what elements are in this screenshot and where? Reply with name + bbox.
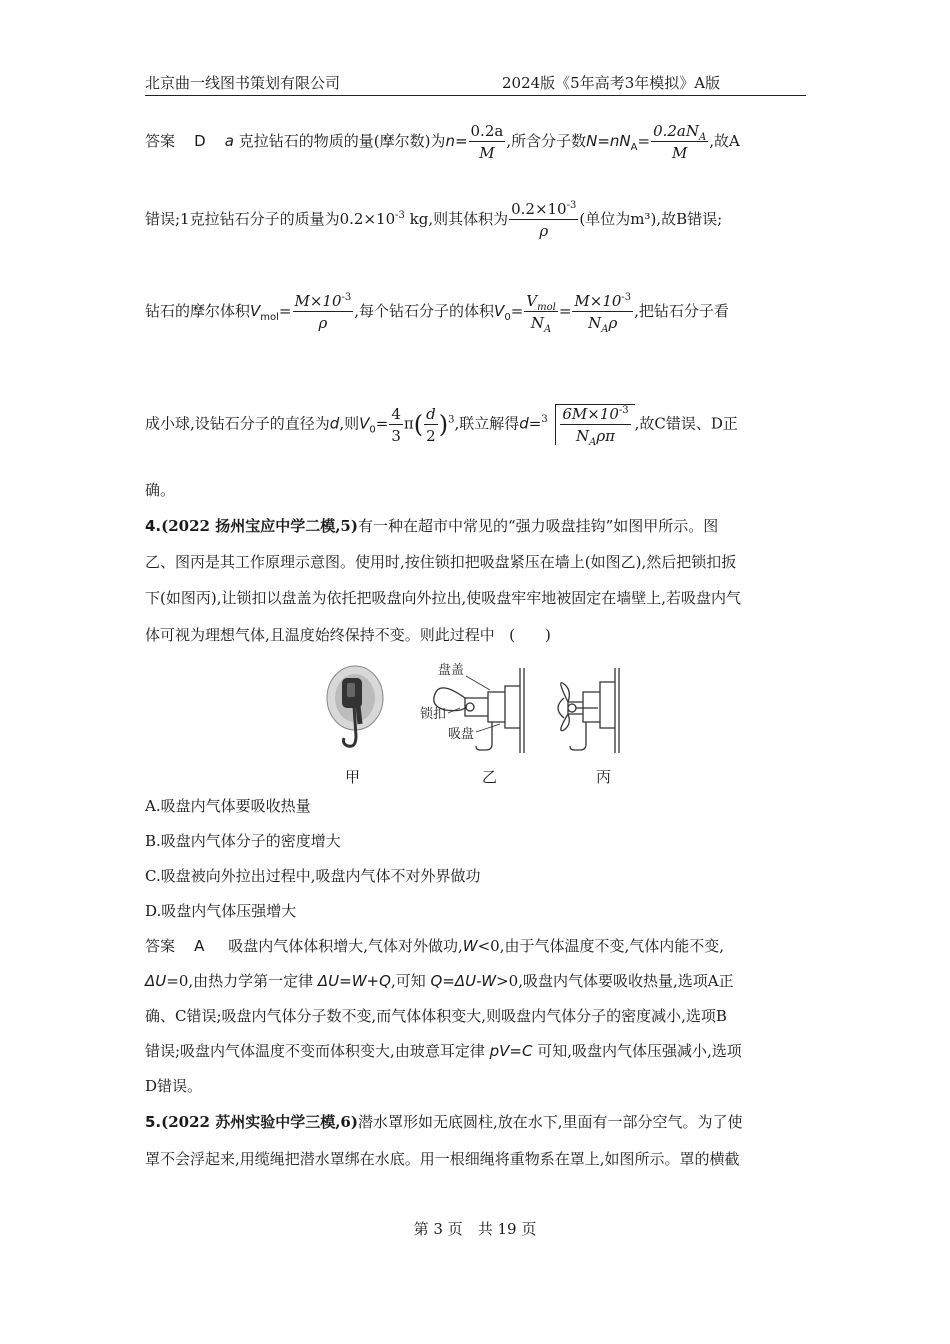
option-c: C.吸盘被向外拉出过程中,吸盘内气体不对外界做功 — [145, 867, 481, 885]
page-footer: 第 3 页 共 19 页 — [413, 1220, 537, 1238]
q4-answer-line-4: 错误;吸盘内气体温度不变而体积变大,由玻意耳定律 pV=C 可知,吸盘内气体压强减小,选项 — [145, 1042, 742, 1060]
fraction-volume: $\frac{0.2\times 10^{-3}}{\rho}$ — [511, 200, 577, 240]
label-cup: 吸盘 — [448, 727, 475, 742]
q5-stem-line-2: 罩不会浮起来,用缆绳把潜水罩绑在水底。用一根细绳将重物系在罩上,如图所示。罩的横截 — [145, 1150, 740, 1168]
q4-answer-line-1: 答案 A 吸盘内气体体积增大,气体对外做功,W<0,由于气体温度不变,气体内能不变, — [145, 937, 725, 955]
q3-answer-line-3: 钻石的摩尔体积$V_{mol}=$ $\frac{M\times 10^{-3}}{\rho}$ ,每个钻石分子的体积$V_0=$ $\frac{V_{mol}}{N_A}$ = $\frac{M\times 10^{-3}}{N_A\rho}$ ,把钻石分子看 — [145, 292, 729, 335]
q4-stem-line-3: 下(如图丙),让锁扣以盘盖为依托把吸盘向外拉出,使吸盘牢牢地被固定在墙壁上,若吸盘内气 — [145, 589, 742, 607]
q4-answer-line-2: ΔU=0,由热力学第一定律 ΔU=W+Q,可知 Q=ΔU-W>0,吸盘内气体要吸收热量,选项A正 — [145, 972, 734, 990]
fraction-v-per-molecule: $\frac{V_{mol}}{N_A}$ — [526, 292, 556, 335]
header-rule — [145, 95, 806, 96]
option-d: D.吸盘内气体压强增大 — [145, 902, 297, 920]
option-b: B.吸盘内气体分子的密度增大 — [145, 832, 341, 850]
caption-a: 甲 — [345, 768, 361, 786]
fraction-four-thirds: $\frac{4}{3}$ — [391, 404, 401, 445]
fraction-v-per-molecule-2: $\frac{M\times 10^{-3}}{N_A\rho}$ — [574, 292, 632, 335]
suction-hook-figure — [320, 658, 630, 788]
q4-answer-line-5: D错误。 — [145, 1077, 203, 1095]
figure-c-diagram — [558, 668, 619, 753]
fraction-mol-count: $\frac{0.2a}{M}$ — [470, 122, 504, 162]
option-a: A.吸盘内气体要吸收热量 — [145, 797, 311, 815]
label-cover: 盘盖 — [438, 663, 465, 678]
q4-stem-line-1: 4.(2022 扬州宝应中学二模,5)有一种在超市中常见的“强力吸盘挂钩”如图甲所示。图 — [145, 517, 719, 535]
q4-answer-line-3: 确、C错误;吸盘内气体分子数不变,而气体体积变大,则吸盘内气体分子的密度减小,选项B — [145, 1007, 727, 1025]
cube-root: 3 $\frac{6M\times 10^{-3}}{N_A\rho\pi}$ — [541, 404, 634, 445]
q3-answer-line-1: 答案 D a 克拉钻石的物质的量(摩尔数)为n= $\frac{0.2a}{M}$ ,所含分子数$N=nN_A=$ $\frac{0.2aN_A}{M}$ ,故A — [145, 122, 740, 162]
label-lock: 锁扣 — [420, 707, 447, 722]
header-left: 北京曲一线图书策划有限公司 — [145, 74, 341, 92]
q4-stem-line-2: 乙、图丙是其工作原理示意图。使用时,按住锁扣把吸盘紧压在墙上(如图乙),然后把锁扣扳 — [145, 553, 737, 571]
q3-answer-line-4: 成小球,设钻石分子的直径为d,则$V_0=$ $\frac{4}{3}$ π( $\frac{d}{2}$ )$^3$,联立解得d= 3 $\frac{6M\times 10^{-3}}{N_A\rho\pi}$ ,故C错误、D正 — [145, 404, 738, 448]
fraction-molecule-count: $\frac{0.2aN_A}{M}$ — [653, 122, 707, 162]
fraction-molar-volume: $\frac{M\times 10^{-3}}{\rho}$ — [294, 292, 352, 332]
q3-answer-line-2: 错误;1克拉钻石分子的质量为$0.2\times 10^{-3}$ kg,则其体积为 $\frac{0.2\times 10^{-3}}{\rho}$ (单位为m³),故B错误; — [145, 200, 723, 240]
fraction-half-d: $\frac{d}{2}$ — [426, 404, 436, 445]
q3-answer-line-5: 确。 — [145, 481, 176, 499]
header-right: 2024版《5年高考3年模拟》A版 — [502, 74, 721, 92]
figure-a-suction-hook — [327, 666, 383, 746]
q5-stem-line-1: 5.(2022 苏州实验中学三模,6)潜水罩形如无底圆柱,放在水下,里面有一部分空气。为了使 — [145, 1113, 743, 1131]
caption-c: 丙 — [596, 768, 612, 786]
answer-blank: ( ) — [509, 626, 551, 644]
caption-b: 乙 — [482, 768, 498, 786]
q4-stem-line-4: 体可视为理想气体,且温度始终保持不变。则此过程中 ( ) — [145, 626, 551, 644]
